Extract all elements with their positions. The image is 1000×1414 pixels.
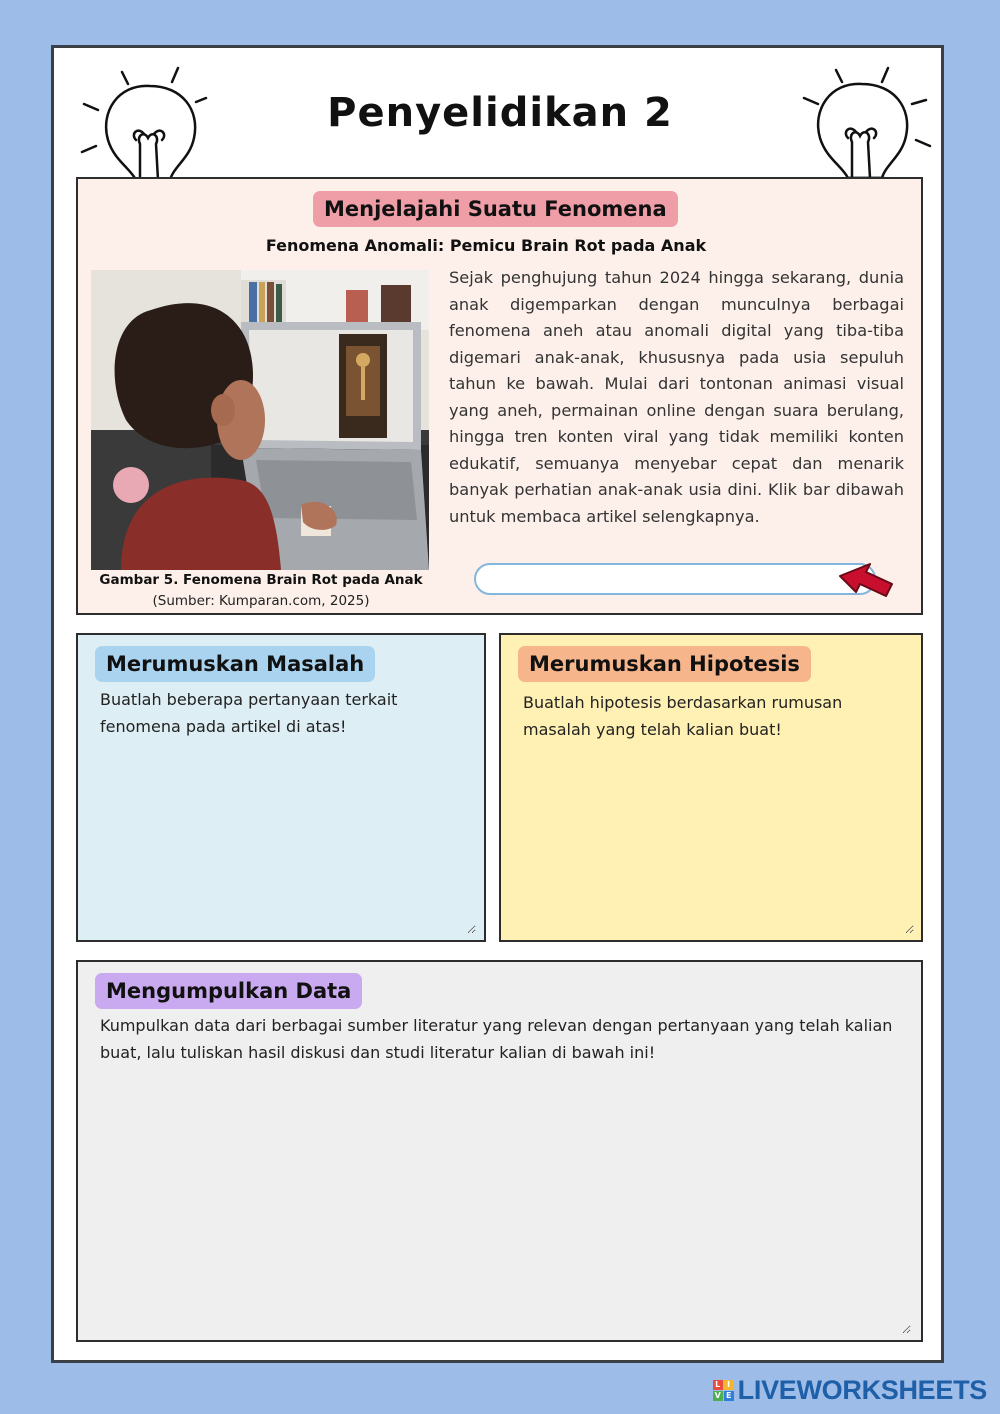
- figure-caption-block: [76, 570, 446, 612]
- logo-letter: E: [724, 1391, 734, 1401]
- logo-letter: L: [713, 1380, 723, 1390]
- data-collection-heading: Mengumpulkan Data: [95, 973, 362, 1009]
- problem-answer-field[interactable]: [92, 745, 476, 934]
- figure-caption: Gambar 5. Fenomena Brain Rot pada Anak: [99, 572, 423, 588]
- brand-name: LIVEWORKSHEETS: [737, 1374, 987, 1405]
- article-text: Sejak penghujung tahun 2024 hingga sekarang, dunia anak digemparkan dengan munculnya berbagai fenomena aneh atau anomali digital yang tiba-tiba digemari anak-anak, khususnya pada usia sepuluh tahun ke bawah. Mulai dari tontonan animasi visual yang aneh, permainan online dengan suara berulang, hingga tren konten viral yang tidak memiliki konten edukatif, semuanya menyebar cepat dan menarik banyak perhatian anak-anak usia dini. Klik bar dibawah untuk membaca artikel selengkapnya.: [449, 268, 904, 526]
- logo-letter: V: [714, 1390, 721, 1400]
- figure-source: (Sumber: Kumparan.com, 2025): [152, 593, 370, 609]
- problem-instruction: Buatlah beberapa pertanyaan terkait fenomena pada artikel di atas!: [100, 690, 398, 736]
- liveworksheets-logo-icon: [713, 1380, 734, 1401]
- liveworksheets-brand: [713, 1374, 987, 1406]
- hypothesis-instruction: Buatlah hipotesis berdasarkan rumusan masalah yang telah kalian buat!: [523, 693, 843, 739]
- problem-heading: Merumuskan Masalah: [95, 646, 375, 682]
- article-link-bar[interactable]: [474, 563, 876, 595]
- data-collection-answer-field[interactable]: [92, 1075, 911, 1334]
- page-title: Penyelidikan 2: [327, 90, 673, 136]
- hypothesis-answer-field[interactable]: [515, 752, 914, 934]
- article-subtitle: Fenomena Anomali: Pemicu Brain Rot pada Anak: [265, 236, 707, 255]
- pointer-arrow-icon: [836, 560, 898, 602]
- data-collection-instruction: Kumpulkan data dari berbagai sumber literatur yang relevan dengan pertanyaan yang telah kalian buat, lalu tuliskan hasil diskusi dan studi literatur kalian di bawah ini!: [100, 1016, 893, 1062]
- phenomenon-heading: Menjelajahi Suatu Fenomena: [313, 191, 678, 227]
- logo-letter: I: [724, 1380, 734, 1390]
- hypothesis-heading: Merumuskan Hipotesis: [518, 646, 811, 682]
- child-using-laptop-photo: [91, 270, 429, 570]
